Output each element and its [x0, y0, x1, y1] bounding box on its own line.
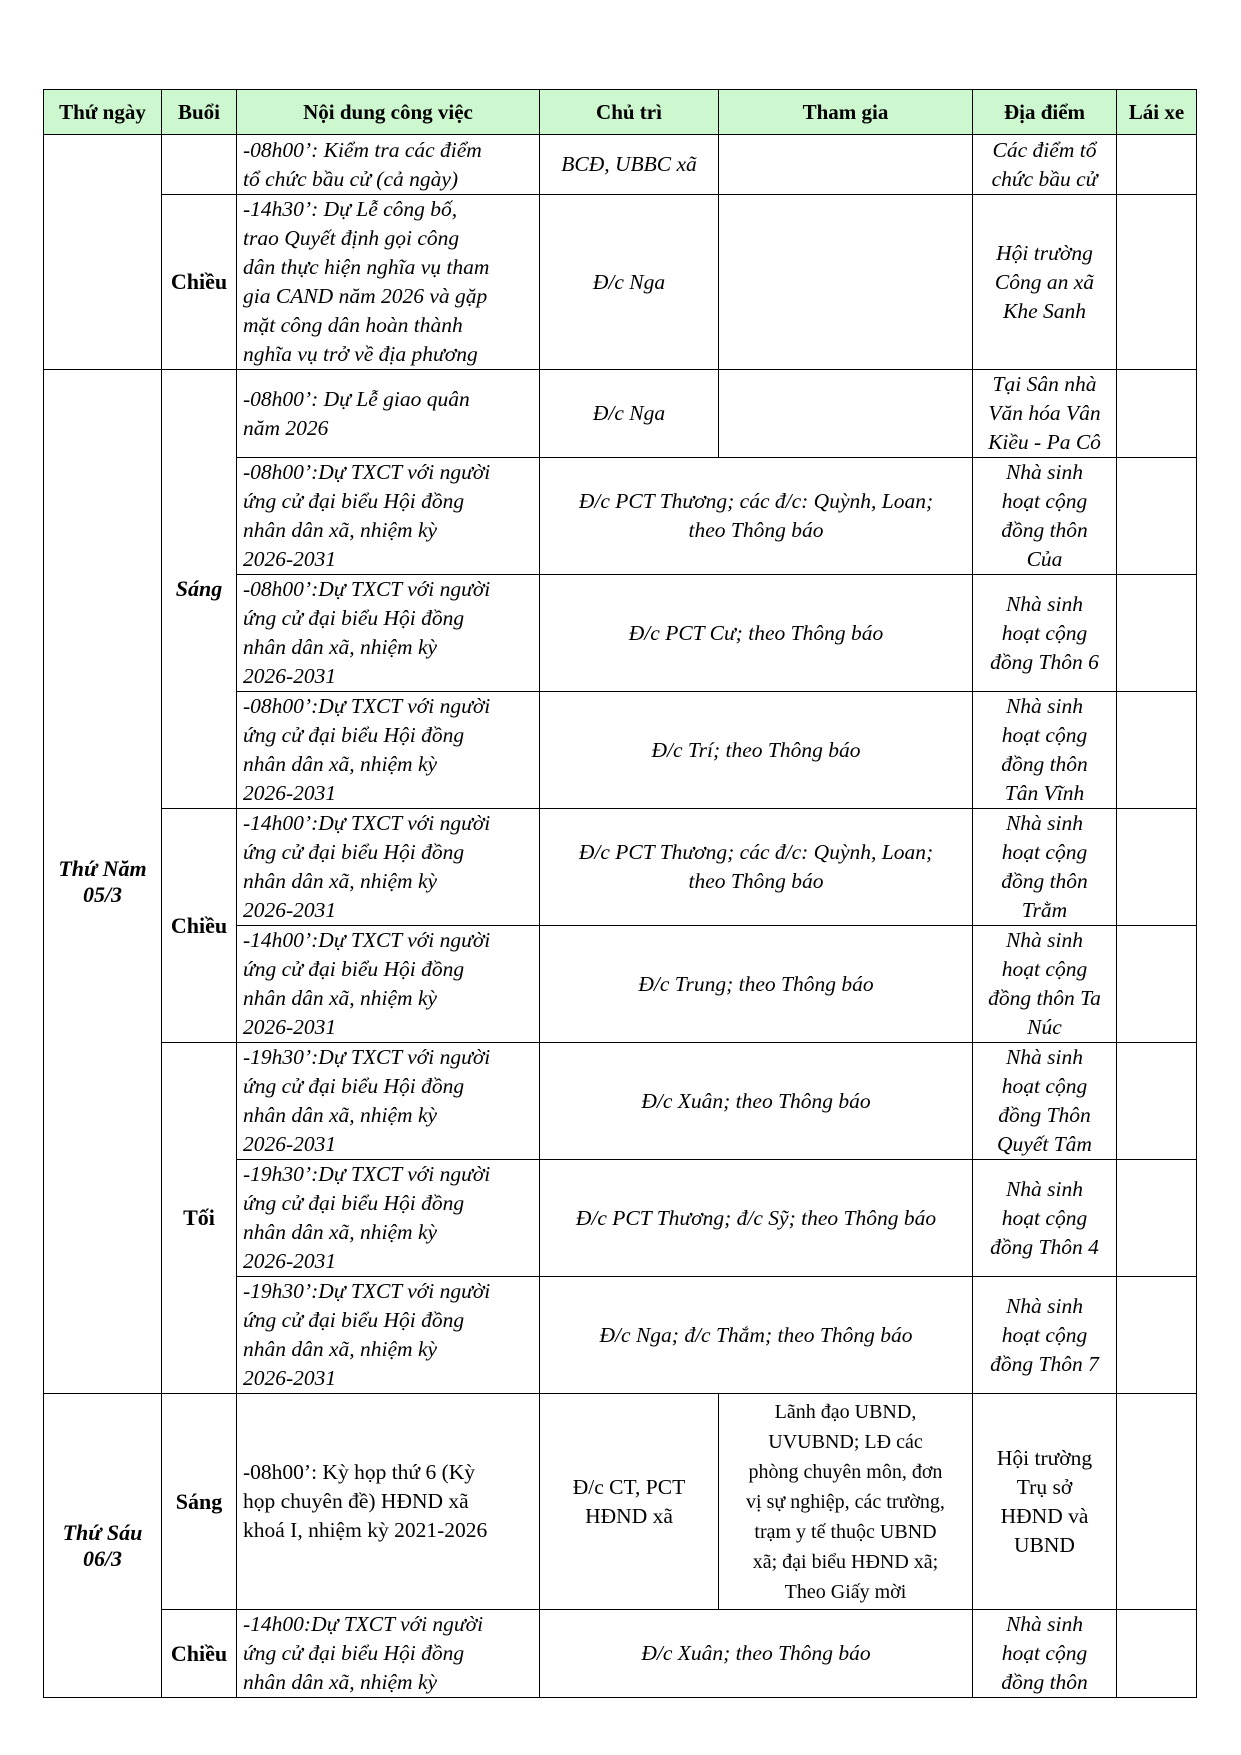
- location-line: Các điểm tổ: [992, 137, 1097, 162]
- content-line: trao Quyết định gọi công: [243, 226, 460, 250]
- driver-cell: [1117, 195, 1197, 370]
- host-cell: [540, 1394, 719, 1610]
- driver-cell: [1117, 1610, 1197, 1698]
- driver-cell: [1117, 1394, 1197, 1610]
- content-cell: [237, 809, 540, 926]
- location-line: Của: [1026, 547, 1063, 571]
- location-cell: [973, 135, 1117, 195]
- session-cell: Sáng: [162, 370, 237, 809]
- content-line: -08h00’:Dự TXCT với người: [243, 460, 491, 484]
- location-line: Núc: [1027, 1015, 1062, 1039]
- location-line: hoạt cộng: [1001, 1074, 1088, 1098]
- location-line: Quyết Tâm: [997, 1132, 1092, 1156]
- content-cell: [237, 1277, 540, 1394]
- location-line: Công an xã: [994, 269, 1095, 294]
- driver-cell: [1117, 809, 1197, 926]
- location-line: hoạt cộng: [1001, 840, 1088, 864]
- host-line: Đ/c Trung; theo Thông báo: [638, 971, 874, 996]
- content-cell: [237, 575, 540, 692]
- location-line: hoạt cộng: [1001, 1641, 1088, 1665]
- session-cell: Chiều: [162, 1610, 237, 1698]
- location-line: Nhà sinh: [1005, 460, 1084, 484]
- content-cell: [237, 135, 540, 195]
- content-cell: [237, 1394, 540, 1610]
- location-line: HĐND và: [1000, 1503, 1089, 1528]
- host-participants-cell: [540, 575, 973, 692]
- content-line: ứng cử đại biểu Hội đồng: [243, 489, 465, 513]
- content-line: mặt công dân hoàn thành: [243, 313, 463, 337]
- content-line: -08h00’: Dự Lễ giao quân: [243, 386, 470, 411]
- content-cell: [237, 926, 540, 1043]
- participants-cell: [719, 135, 973, 195]
- content-line: năm 2026: [243, 415, 329, 440]
- location-cell: [973, 370, 1117, 458]
- location-line: đồng thôn: [1001, 518, 1088, 542]
- host-line: theo Thông báo: [688, 869, 824, 893]
- location-line: Tân Vĩnh: [1004, 781, 1085, 805]
- participants-line: UVUBND; LĐ các: [768, 1430, 923, 1453]
- location-line: Hội trường: [996, 1445, 1093, 1470]
- participants-line: trạm y tế thuộc UBND: [754, 1520, 937, 1543]
- content-cell: [237, 370, 540, 458]
- location-cell: [973, 1610, 1117, 1698]
- location-line: Kiều - Pa Cô: [988, 430, 1101, 454]
- location-line: UBND: [1014, 1532, 1075, 1557]
- driver-cell: [1117, 458, 1197, 575]
- content-line: nhân dân xã, nhiệm kỳ: [243, 752, 438, 776]
- host-line: Đ/c Xuân; theo Thông báo: [641, 1641, 871, 1665]
- participants-cell: [719, 370, 973, 458]
- day-cell: [44, 1394, 162, 1698]
- work-schedule-table: [43, 89, 1197, 1698]
- location-line: Tại Sân nhà: [992, 372, 1097, 396]
- content-line: nhân dân xã, nhiệm kỳ: [243, 1220, 438, 1244]
- location-cell: [973, 1043, 1117, 1160]
- location-cell: [973, 926, 1117, 1043]
- location-line: đồng thôn: [1001, 752, 1088, 776]
- location-line: đồng Thôn 4: [990, 1234, 1099, 1259]
- host-line: Đ/c PCT Cư; theo Thông báo: [628, 620, 884, 645]
- content-line: -14h00:Dự TXCT với người: [243, 1612, 484, 1636]
- host-participants-cell: [540, 1160, 973, 1277]
- content-line: ứng cử đại biểu Hội đồng: [243, 1191, 465, 1215]
- content-line: -14h00’:Dự TXCT với người: [243, 811, 491, 835]
- content-line: nhân dân xã, nhiệm kỳ: [243, 1103, 438, 1127]
- content-cell: [237, 1043, 540, 1160]
- location-line: Trụ sở: [1016, 1474, 1073, 1499]
- content-line: -14h00’:Dự TXCT với người: [243, 928, 491, 952]
- participants-line: phòng chuyên môn, đơn: [748, 1460, 943, 1483]
- content-line: -19h30’:Dự TXCT với người: [243, 1162, 491, 1186]
- content-line: gia CAND năm 2026 và gặp: [243, 284, 488, 308]
- driver-cell: [1117, 575, 1197, 692]
- location-line: Nhà sinh: [1005, 1045, 1084, 1069]
- session-cell: Chiều: [162, 195, 237, 370]
- header-row: [44, 90, 1197, 135]
- location-line: Khe Sanh: [1002, 298, 1086, 323]
- host-line: theo Thông báo: [688, 518, 824, 542]
- host-cell: Đ/c Nga: [540, 370, 719, 458]
- content-cell: [237, 1160, 540, 1277]
- location-cell: [973, 1277, 1117, 1394]
- content-line: dân thực hiện nghĩa vụ tham: [243, 255, 490, 279]
- location-line: hoạt cộng: [1001, 723, 1088, 747]
- location-line: hoạt cộng: [1001, 489, 1088, 513]
- content-cell: [237, 692, 540, 809]
- host-line: Đ/c PCT Thương; các đ/c: Quỳnh, Loan;: [578, 489, 934, 513]
- location-cell: [973, 575, 1117, 692]
- content-line: -19h30’:Dự TXCT với người: [243, 1045, 491, 1069]
- host-participants-cell: [540, 1043, 973, 1160]
- table-row: [44, 195, 1197, 370]
- session-cell: Tối: [162, 1043, 237, 1394]
- day-name: Thứ Năm: [58, 855, 147, 881]
- host-participants-cell: [540, 692, 973, 809]
- host-line: HĐND xã: [585, 1503, 673, 1528]
- host-line: Đ/c Nga; đ/c Thắm; theo Thông báo: [599, 1322, 913, 1347]
- driver-cell: [1117, 1277, 1197, 1394]
- location-line: Nhà sinh: [1005, 811, 1084, 835]
- content-line: 2026-2031: [243, 547, 337, 571]
- location-line: Hội trường: [996, 240, 1093, 265]
- day-name: Thứ Sáu: [62, 1519, 143, 1545]
- content-cell: [237, 458, 540, 575]
- participants-cell: [719, 195, 973, 370]
- host-participants-cell: [540, 809, 973, 926]
- content-line: tổ chức bầu cử (cả ngày): [243, 166, 459, 191]
- header-noi-dung: Nội dung công việc: [237, 90, 540, 135]
- header-chu-tri: Chủ trì: [540, 90, 719, 135]
- driver-cell: [1117, 370, 1197, 458]
- content-line: -08h00’: Kiểm tra các điểm: [243, 137, 482, 162]
- session-cell: Sáng: [162, 1394, 237, 1610]
- driver-cell: [1117, 1043, 1197, 1160]
- content-line: họp chuyên đề) HĐND xã: [243, 1489, 469, 1513]
- host-participants-cell: [540, 1610, 973, 1698]
- location-cell: [973, 1394, 1117, 1610]
- content-line: ứng cử đại biểu Hội đồng: [243, 957, 465, 981]
- location-cell: [973, 195, 1117, 370]
- driver-cell: [1117, 1160, 1197, 1277]
- location-line: chức bầu cử: [991, 166, 1098, 191]
- content-line: 2026-2031: [243, 1249, 337, 1273]
- content-line: ứng cử đại biểu Hội đồng: [243, 1074, 465, 1098]
- day-date: 06/3: [82, 1545, 123, 1571]
- location-line: đồng Thôn 6: [990, 649, 1099, 674]
- content-line: 2026-2031: [243, 1015, 337, 1039]
- location-line: hoạt cộng: [1001, 620, 1088, 645]
- header-dia-diem: Địa điểm: [973, 90, 1117, 135]
- host-participants-cell: [540, 1277, 973, 1394]
- content-line: -08h00’:Dự TXCT với người: [243, 577, 491, 601]
- content-line: nghĩa vụ trở về địa phương: [243, 342, 478, 366]
- location-line: đồng thôn: [1001, 1670, 1088, 1694]
- content-line: ứng cử đại biểu Hội đồng: [243, 1308, 465, 1332]
- location-line: Nhà sinh: [1005, 1612, 1084, 1636]
- content-line: 2026-2031: [243, 898, 337, 922]
- host-cell: Đ/c Nga: [540, 195, 719, 370]
- table-row: [44, 809, 1197, 926]
- location-line: hoạt cộng: [1001, 1322, 1088, 1347]
- host-line: Đ/c PCT Thương; đ/c Sỹ; theo Thông báo: [575, 1205, 937, 1230]
- content-line: khoá I, nhiệm kỳ 2021-2026: [243, 1518, 488, 1542]
- session-cell: Chiều: [162, 809, 237, 1043]
- location-line: Nhà sinh: [1005, 1293, 1084, 1318]
- driver-cell: [1117, 135, 1197, 195]
- table-row: [44, 135, 1197, 195]
- content-line: nhân dân xã, nhiệm kỳ: [243, 518, 438, 542]
- host-line: Đ/c Trí; theo Thông báo: [651, 737, 861, 762]
- content-line: -14h30’: Dự Lễ công bố,: [243, 197, 458, 221]
- host-participants-cell: [540, 926, 973, 1043]
- location-line: đồng thôn Ta: [988, 986, 1101, 1010]
- location-line: Trằm: [1021, 898, 1068, 922]
- location-line: hoạt cộng: [1001, 957, 1088, 981]
- participants-line: Lãnh đạo UBND,: [774, 1400, 917, 1423]
- content-line: ứng cử đại biểu Hội đồng: [243, 606, 465, 630]
- location-line: Nhà sinh: [1005, 928, 1084, 952]
- content-line: -19h30’:Dự TXCT với người: [243, 1279, 491, 1303]
- content-line: 2026-2031: [243, 664, 337, 688]
- content-line: nhân dân xã, nhiệm kỳ: [243, 869, 438, 893]
- content-line: 2026-2031: [243, 1132, 337, 1156]
- content-cell: [237, 1610, 540, 1698]
- location-line: Văn hóa Vân: [988, 401, 1101, 425]
- location-cell: [973, 1160, 1117, 1277]
- content-line: nhân dân xã, nhiệm kỳ: [243, 635, 438, 659]
- content-line: ứng cử đại biểu Hội đồng: [243, 1641, 465, 1665]
- location-cell: [973, 458, 1117, 575]
- day-date: 05/3: [82, 881, 123, 907]
- content-line: 2026-2031: [243, 1366, 337, 1390]
- content-line: 2026-2031: [243, 781, 337, 805]
- content-line: ứng cử đại biểu Hội đồng: [243, 840, 465, 864]
- location-line: Nhà sinh: [1005, 694, 1084, 718]
- participants-cell: [719, 1394, 973, 1610]
- session-cell: [162, 135, 237, 195]
- location-cell: [973, 692, 1117, 809]
- location-line: đồng Thôn: [998, 1103, 1091, 1127]
- header-buoi: Buổi: [162, 90, 237, 135]
- day-cell: [44, 135, 162, 370]
- header-lai-xe: Lái xe: [1117, 90, 1197, 135]
- header-thu-ngay: Thứ ngày: [44, 90, 162, 135]
- content-cell: [237, 195, 540, 370]
- content-line: ứng cử đại biểu Hội đồng: [243, 723, 465, 747]
- location-line: đồng Thôn 7: [990, 1351, 1099, 1376]
- header-tham-gia: Tham gia: [719, 90, 973, 135]
- host-participants-cell: [540, 458, 973, 575]
- content-line: -08h00’: Kỳ họp thứ 6 (Kỳ: [243, 1460, 476, 1484]
- table-row: [44, 370, 1197, 458]
- content-line: -08h00’:Dự TXCT với người: [243, 694, 491, 718]
- table-row: [44, 1043, 1197, 1160]
- location-line: đồng thôn: [1001, 869, 1088, 893]
- participants-line: Theo Giấy mời: [784, 1580, 907, 1603]
- host-line: Đ/c CT, PCT: [572, 1474, 686, 1499]
- host-line: Đ/c PCT Thương; các đ/c: Quỳnh, Loan;: [578, 840, 934, 864]
- participants-line: vị sự nghiệp, các trường,: [746, 1490, 945, 1513]
- content-line: nhân dân xã, nhiệm kỳ: [243, 1337, 438, 1361]
- content-line: nhân dân xã, nhiệm kỳ: [243, 1670, 438, 1694]
- table-row: [44, 1610, 1197, 1698]
- location-line: hoạt cộng: [1001, 1205, 1088, 1230]
- host-line: Đ/c Xuân; theo Thông báo: [641, 1088, 871, 1113]
- host-cell: BCĐ, UBBC xã: [540, 135, 719, 195]
- location-line: Nhà sinh: [1005, 1176, 1084, 1201]
- driver-cell: [1117, 692, 1197, 809]
- participants-line: xã; đại biểu HĐND xã;: [752, 1550, 939, 1573]
- table-row: [44, 1394, 1197, 1610]
- content-line: nhân dân xã, nhiệm kỳ: [243, 986, 438, 1010]
- day-cell: [44, 370, 162, 1394]
- driver-cell: [1117, 926, 1197, 1043]
- location-line: Nhà sinh: [1005, 591, 1084, 616]
- location-cell: [973, 809, 1117, 926]
